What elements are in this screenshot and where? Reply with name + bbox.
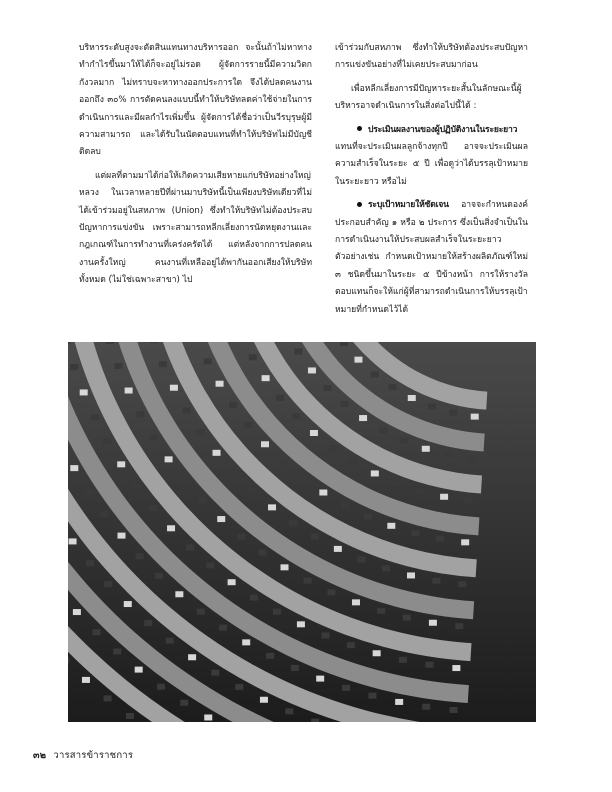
seat <box>358 556 366 562</box>
seat <box>281 564 289 570</box>
seat <box>266 653 274 659</box>
seat <box>126 713 134 719</box>
seat <box>104 581 112 587</box>
left-column <box>79 40 312 296</box>
seat <box>261 441 269 447</box>
right-column <box>335 40 528 325</box>
seat <box>311 534 319 540</box>
seat <box>180 700 188 706</box>
seat <box>450 707 458 713</box>
seat <box>455 623 463 629</box>
seat <box>289 520 297 526</box>
seat <box>322 632 330 638</box>
seat <box>237 534 245 540</box>
parliament-photo <box>68 342 536 722</box>
seat <box>258 550 266 556</box>
seat <box>393 480 401 486</box>
seat <box>188 654 196 660</box>
seat <box>359 415 367 421</box>
seat <box>436 536 444 542</box>
seat <box>101 511 109 517</box>
seat <box>323 385 331 391</box>
seat <box>382 565 390 571</box>
seat <box>444 452 452 458</box>
seat <box>125 388 133 394</box>
seat <box>310 430 318 436</box>
seat <box>440 494 448 500</box>
seat <box>133 484 141 490</box>
seat <box>319 490 327 496</box>
seat <box>403 615 411 621</box>
seat <box>395 699 403 705</box>
seat <box>426 662 434 668</box>
seat <box>341 401 349 407</box>
seat <box>242 639 250 645</box>
seat <box>364 514 372 520</box>
seat <box>354 357 362 363</box>
seat <box>467 456 475 462</box>
seat <box>341 502 349 508</box>
seat <box>377 608 385 614</box>
seat <box>276 395 284 401</box>
seat <box>104 695 112 701</box>
seat <box>432 578 440 584</box>
seat <box>70 364 78 370</box>
seat <box>114 363 122 369</box>
seat <box>329 445 337 451</box>
seat <box>80 389 88 395</box>
seat <box>118 533 126 539</box>
seat <box>159 361 167 367</box>
seat <box>262 375 270 381</box>
seat <box>291 665 299 671</box>
seat <box>86 560 94 566</box>
seat <box>213 450 221 456</box>
seat <box>144 620 152 626</box>
seat <box>183 407 191 413</box>
page-footer <box>33 748 133 763</box>
seat <box>135 667 143 673</box>
seat <box>304 578 312 584</box>
seat <box>113 648 121 654</box>
seat <box>416 488 424 494</box>
parliament-photo-illustration <box>68 342 536 722</box>
bullet-body: อาจจะกำหนดองค์ประกอบสำคัญ ๑ หรือ ๒ ประการ ซึ่งเป็นสิ่งจำเป็นในการดำเนินงานให้ประสบผลสำเร็จในระยะยาว ตัวอย่างเช่น กำหนดเป้าหมายให้สร้างผลิตภัณฑ์ใหม่ ๓ ชนิดขึ้นมาในระยะ ๕ ปีข้างหน้า การให้รางวัลตอบแทนก็จะให้แก่ผู้ที่สามารถดำเนินการให้บรรลุเป้าหมายที่กำหนดไว้ได้ <box>335 200 528 315</box>
right-paragraph-2: เพื่อหลีกเลี่ยงการมีปัญหาระยะสั้นในลักษณะนี้ผู้บริหารอาจดำเนินการในสิ่งต่อไปนี้ได้ : <box>335 83 522 112</box>
seat <box>352 599 360 605</box>
seat <box>429 620 437 626</box>
seat <box>103 438 111 444</box>
seat <box>68 657 69 663</box>
seat <box>216 381 224 387</box>
seat <box>249 354 257 360</box>
seat <box>91 414 99 420</box>
seat <box>186 544 194 550</box>
seat <box>292 413 300 419</box>
seat <box>285 708 293 714</box>
seat <box>82 677 90 683</box>
seat <box>407 572 415 578</box>
seat <box>117 461 125 467</box>
seat <box>458 581 466 587</box>
left-paragraph-2: แต่ผลที่ตามมาได้ก่อให้เกิดความเสียหายแก่บริษัทอย่างใหญ่หลวง ในเวลาหลายปีที่ผ่านมาบริษัทนี้เป็นเพียงบริษัทเดียวที่ไม่ได้เข้าร่วมอยู่ในสหภาพ (Union) ซึ่งทำให้บริษัทไม่ต้องประสบปัญหาการแข่งขัน เพราะสามารถหลีกเลี่ยงการนัดหยุดงานและกฎเกณฑ์ในการทำงานที่เคร่งครัดได้ แต่หลังจากการปลดคนงานครั้งใหญ่ คนงานที่เหลืออยู่ได้พากันออกเสียงให้บริษัททั้งหมด (ไม่ใช่เฉพาะสาขา) ไป <box>79 170 312 286</box>
seat <box>368 693 376 699</box>
seat <box>342 685 350 691</box>
seat <box>371 371 379 377</box>
seat <box>244 422 252 428</box>
seat <box>136 553 144 559</box>
bullet-item-2 <box>335 197 528 319</box>
seat <box>340 342 348 346</box>
right-paragraph-1: เข้าร่วมกับสหภาพ ซึ่งทำให้บริษัทต้องประสบปัญหาการแข่งขันอย่างที่ไม่เคยประสบมาก่อน <box>335 43 528 71</box>
bullet-lead: ประเมินผลงานของผู้ปฏิบัติงานในระยะยาว <box>368 124 518 135</box>
seat <box>411 530 419 536</box>
seat <box>85 488 93 494</box>
seat <box>268 504 276 510</box>
seat <box>279 459 287 465</box>
seat <box>422 704 430 710</box>
seat <box>400 438 408 444</box>
seat <box>461 539 469 545</box>
seat <box>347 642 355 648</box>
bullet-lead: ระบุเป้าหมายให้ชัดเจน <box>368 200 449 211</box>
seat <box>422 446 430 452</box>
seat <box>150 434 158 440</box>
seat <box>68 342 70 344</box>
seat <box>206 562 214 568</box>
seat <box>464 497 472 503</box>
seat <box>155 573 163 579</box>
seat <box>229 402 237 408</box>
seat <box>157 684 165 690</box>
seat <box>149 505 157 511</box>
seat <box>204 358 212 364</box>
seat <box>167 525 175 531</box>
seat <box>471 414 479 420</box>
seat <box>297 621 305 627</box>
seat <box>449 410 457 416</box>
seat <box>408 395 416 401</box>
seat <box>334 546 342 552</box>
seat <box>93 629 101 635</box>
seat <box>316 676 324 682</box>
seat <box>69 538 77 544</box>
bullet-body: แทนที่จะประเมินผลลูกจ้างทุกปี อาจจะประเมินผลความสำเร็จในระยะ ๕ ปี เพื่อดูว่าได้บรรลุเป้าหมายในระยะยาว หรือไม่ <box>335 142 528 187</box>
seat <box>136 411 144 417</box>
seat <box>228 579 236 585</box>
seat <box>373 650 381 656</box>
seat <box>327 589 335 595</box>
seat <box>166 638 174 644</box>
seat <box>260 697 268 703</box>
seat <box>399 657 407 663</box>
seat <box>308 367 316 373</box>
seat <box>387 523 395 529</box>
seat <box>70 465 78 471</box>
bullet-icon <box>357 202 362 207</box>
seat <box>181 477 189 483</box>
seat <box>211 670 219 676</box>
seat <box>170 385 178 391</box>
seat <box>428 404 436 410</box>
seat <box>106 342 114 344</box>
bullet-icon <box>357 126 362 131</box>
seat <box>389 384 397 390</box>
seat <box>230 469 238 475</box>
publication-name: วารสารข้าราชการ <box>53 750 134 761</box>
seat <box>175 591 183 597</box>
seat <box>452 665 460 671</box>
bullet-item-1 <box>335 122 528 192</box>
seat <box>235 684 243 690</box>
seat <box>299 475 307 481</box>
seat <box>150 342 158 343</box>
seat <box>197 429 205 435</box>
seat <box>250 595 258 601</box>
seat <box>219 625 227 631</box>
seat <box>198 497 206 503</box>
seat <box>248 488 256 494</box>
seat <box>217 516 225 522</box>
seat <box>124 601 132 607</box>
seat <box>349 459 357 465</box>
seat <box>371 470 379 476</box>
seat <box>165 456 173 462</box>
left-paragraph-1: บริหารระดับสูงจะตัดสินแทนทางบริหารออก จะนั้นถ้าไม่หาทางทำกำไรขึ้นมาให้ได้ก็จะอยู่ไม่รอด ผู้จัดการรายนี้มีความวิตกกังวลมาก ไม่ทราบจะหาทางออกประการใด จึงได้ปลดคนงานออกถึง ๓๐% การตัดคนลงแบบนี้ทำให้บริษัทลดค่าใช้จ่ายในการดำเนินการและมีผลกำไรเพิ่มขึ้น ผู้จัดการได้ชื่อว่าเป็นวีรบุรุษผู้มีความสามารถ และได้รับในนัดตอบแทนที่ทำให้บริษัทไม่มีบัญชีติดลบ <box>79 43 312 158</box>
seat <box>379 427 387 433</box>
seat <box>294 348 302 354</box>
page-number: ๓๒ <box>33 750 47 761</box>
seat <box>273 609 281 615</box>
seat <box>73 609 81 615</box>
seat <box>311 719 319 722</box>
seat <box>197 609 205 615</box>
seat <box>204 714 212 720</box>
